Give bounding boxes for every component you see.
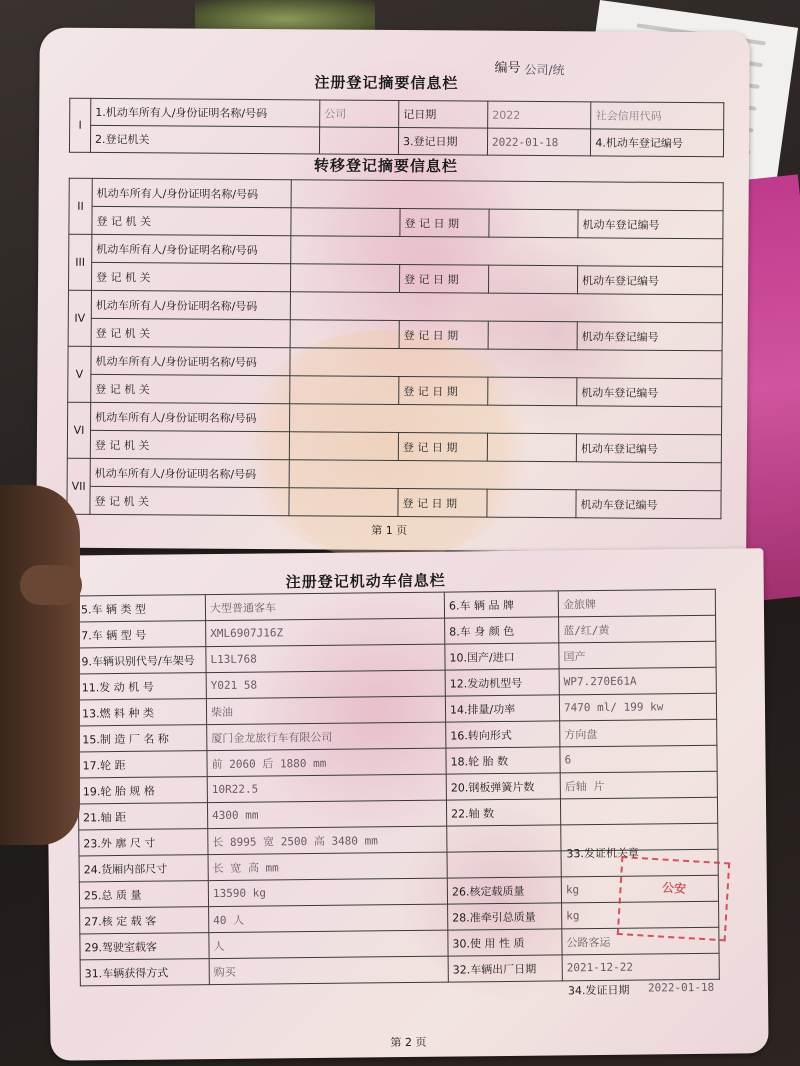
transfer-row xyxy=(68,262,722,295)
field-label: 13.燃 料 种 类 xyxy=(77,699,206,726)
field-value: 后轴 片 xyxy=(560,771,717,799)
date-label-a: 记日期 xyxy=(399,101,488,129)
field-value: 7470 ml/ 199 kw xyxy=(559,693,716,721)
field-label: 20.钢板弹簧片数 xyxy=(446,773,560,800)
field-value: 2021-12-22 xyxy=(562,953,719,981)
transfer-row xyxy=(69,178,723,211)
serial-value: 公司/统 xyxy=(524,62,565,78)
number-label: 机动车登记编号 xyxy=(578,210,723,239)
owner-value xyxy=(291,236,723,267)
field-value: 4300 mm xyxy=(207,800,446,829)
authority-value xyxy=(289,432,398,461)
field-label: 24.货厢内部尺寸 xyxy=(79,855,208,882)
owner-value xyxy=(290,404,722,435)
row-roman: VI xyxy=(67,402,90,458)
field-label: 28.准牵引总质量 xyxy=(448,903,562,930)
field-value: XML6907J16Z xyxy=(206,618,445,647)
transfer-row xyxy=(68,346,722,379)
date-label: 登 记 日 期 xyxy=(400,209,489,238)
field-value: 人 xyxy=(209,930,448,959)
number-label: 机动车登记编号 xyxy=(576,490,721,519)
owner-value: 公司 xyxy=(320,100,399,128)
number-label: 机动车登记编号 xyxy=(576,434,721,463)
transfer-row xyxy=(67,458,721,491)
date-label: 登 记 日 期 xyxy=(398,489,487,518)
registration-summary-table xyxy=(69,98,724,158)
field-value: 13590 kg xyxy=(208,878,447,907)
date-value xyxy=(489,209,578,238)
field-value: 蓝/红/黄 xyxy=(559,615,716,643)
owner-label: 1.机动车所有人/身份证明名称/号码 xyxy=(91,98,320,127)
owner-label: 机动车所有人/身份证明名称/号码 xyxy=(91,346,290,375)
transfer-row xyxy=(67,486,721,519)
date-value xyxy=(488,377,577,406)
row-roman: IV xyxy=(68,290,91,346)
field-value: 前 2060 后 1880 mm xyxy=(207,748,446,777)
date-value xyxy=(487,489,576,518)
field-label: 5.车 辆 类 型 xyxy=(76,595,205,622)
field-label: 18.轮 胎 数 xyxy=(446,747,560,774)
owner-label: 机动车所有人/身份证明名称/号码 xyxy=(91,402,290,431)
field-value: 购买 xyxy=(209,956,448,985)
date-label: 登 记 日 期 xyxy=(399,265,488,294)
serial-label: 编号 xyxy=(494,60,521,76)
issue-date-value: 2022-01-18 xyxy=(647,980,715,995)
field-value: 厦门金龙旅行车有限公司 xyxy=(207,722,446,751)
field-label: 6.车 辆 品 牌 xyxy=(444,591,558,618)
authority-value xyxy=(290,320,399,349)
date-value xyxy=(488,321,577,350)
registration-summary-title: 注册登记摘要信息栏 xyxy=(314,73,459,93)
field-value: WP7.270E61A xyxy=(559,667,716,695)
field-label: 26.核定载质量 xyxy=(447,877,561,904)
transfer-summary-title: 转移登记摘要信息栏 xyxy=(313,156,458,176)
authority-value xyxy=(289,488,398,517)
field-label: 23.外 廓 尺 寸 xyxy=(79,829,208,856)
field-value: Y021 58 xyxy=(206,670,445,699)
field-value: 国产 xyxy=(559,641,716,669)
owner-label: 机动车所有人/身份证明名称/号码 xyxy=(90,458,289,487)
field-value: 长 宽 高 mm xyxy=(208,852,447,881)
thumb xyxy=(20,565,82,605)
field-value: 金旅牌 xyxy=(558,589,715,617)
transfer-row xyxy=(68,402,722,435)
field-label: 16.转向形式 xyxy=(446,721,560,748)
transfer-row xyxy=(67,430,721,463)
date-label: 登 记 日 期 xyxy=(399,321,488,350)
row-roman: I xyxy=(69,98,90,152)
field-label: 19.轮 胎 规 格 xyxy=(78,777,207,804)
field-label: 12.发动机型号 xyxy=(445,669,559,696)
field-label xyxy=(447,825,561,852)
field-label: 8.车 身 颜 色 xyxy=(445,617,559,644)
number-label: 机动车登记编号 xyxy=(577,266,722,295)
date-partial: 2022 xyxy=(488,101,592,129)
field-value xyxy=(560,797,717,825)
field-label: 22.轴 数 xyxy=(446,799,560,826)
field-label: 32.车辆出厂日期 xyxy=(448,955,562,982)
row-roman: III xyxy=(68,234,91,290)
owner-label: 机动车所有人/身份证明名称/号码 xyxy=(91,290,290,319)
authority-value xyxy=(291,264,400,293)
authority-label: 登 记 机 关 xyxy=(91,318,290,347)
field-value: 公路客运 xyxy=(562,927,719,955)
number-label: 机动车登记编号 xyxy=(577,378,722,407)
field-value: 6 xyxy=(560,745,717,773)
field-label: 29.驾驶室载客 xyxy=(80,933,209,960)
field-label: 25.总 质 量 xyxy=(79,881,208,908)
field-label: 10.国产/进口 xyxy=(445,643,559,670)
owner-value xyxy=(290,348,722,379)
owner-value xyxy=(291,180,723,211)
authority-value xyxy=(290,376,399,405)
authority-value xyxy=(291,208,400,237)
row-roman: V xyxy=(68,346,91,402)
owner-value xyxy=(290,292,722,323)
transfer-row xyxy=(68,318,722,351)
field-label: 15.制 造 厂 名 称 xyxy=(78,725,207,752)
field-value: 大型普通客车 xyxy=(205,592,444,621)
field-value: kg xyxy=(562,901,719,929)
field-label: 31.车辆获得方式 xyxy=(80,959,209,986)
authority-label: 登 记 机 关 xyxy=(92,262,291,291)
row-roman: II xyxy=(69,178,92,234)
transfer-row xyxy=(68,290,722,323)
holding-hand xyxy=(0,485,80,845)
vehicle-info-title: 注册登记机动车信息栏 xyxy=(285,571,446,592)
field-value: 长 8995 宽 2500 高 3480 mm xyxy=(208,826,447,855)
certificate-page-1 xyxy=(36,28,750,553)
number-value: 社会信用代码 xyxy=(591,102,724,130)
owner-value xyxy=(289,460,721,491)
field-value: kg xyxy=(561,875,718,903)
field-value: 40 人 xyxy=(209,904,448,933)
field-value: L13L768 xyxy=(206,644,445,673)
page-number: 第 1 页 xyxy=(371,523,408,538)
field-label: 7.车 辆 型 号 xyxy=(77,621,206,648)
authority-label: 登 记 机 关 xyxy=(90,430,289,459)
owner-label: 机动车所有人/身份证明名称/号码 xyxy=(92,178,291,207)
field-label: 27.核 定 载 客 xyxy=(80,907,209,934)
field-label: 30.使 用 性 质 xyxy=(448,929,562,956)
seal-label: 33.发证机关章 xyxy=(566,846,640,861)
number-label: 4.机动车登记编号 xyxy=(591,129,724,157)
row-roman: VII xyxy=(67,458,90,514)
owner-label: 机动车所有人/身份证明名称/号码 xyxy=(92,234,291,263)
authority-label: 登 记 机 关 xyxy=(90,486,289,515)
certificate-page-2 xyxy=(45,548,768,1060)
field-label: 21.轴 距 xyxy=(78,803,207,830)
field-label: 11.发 动 机 号 xyxy=(77,673,206,700)
issuing-authority-seal: 公安 xyxy=(617,856,730,941)
field-label: 9.车辆识别代号/车架号 xyxy=(77,647,206,674)
date-label: 3.登记日期 xyxy=(398,128,487,156)
number-label: 机动车登记编号 xyxy=(577,322,722,351)
authority-label: 登 记 机 关 xyxy=(91,374,290,403)
issue-date-label: 34.发证日期 xyxy=(567,983,630,998)
date-value: 2022-01-18 xyxy=(487,128,591,156)
date-value xyxy=(488,265,577,294)
date-label: 登 记 日 期 xyxy=(398,433,487,462)
transfer-row xyxy=(68,374,722,407)
field-value: 柴油 xyxy=(206,696,445,725)
transfer-summary-table xyxy=(66,178,723,520)
field-label: 14.排量/功率 xyxy=(445,695,559,722)
field-value: 方向盘 xyxy=(560,719,717,747)
date-value xyxy=(487,433,576,462)
authority-label: 登 记 机 关 xyxy=(92,206,291,235)
field-label xyxy=(447,851,561,878)
date-label: 登 记 日 期 xyxy=(399,377,488,406)
transfer-row xyxy=(69,234,723,267)
field-label: 17.轮 距 xyxy=(78,751,207,778)
field-value: 10R22.5 xyxy=(207,774,446,803)
transfer-row xyxy=(69,206,723,239)
authority-label: 2.登记机关 xyxy=(90,125,319,154)
page-number: 第 2 页 xyxy=(390,1035,427,1050)
